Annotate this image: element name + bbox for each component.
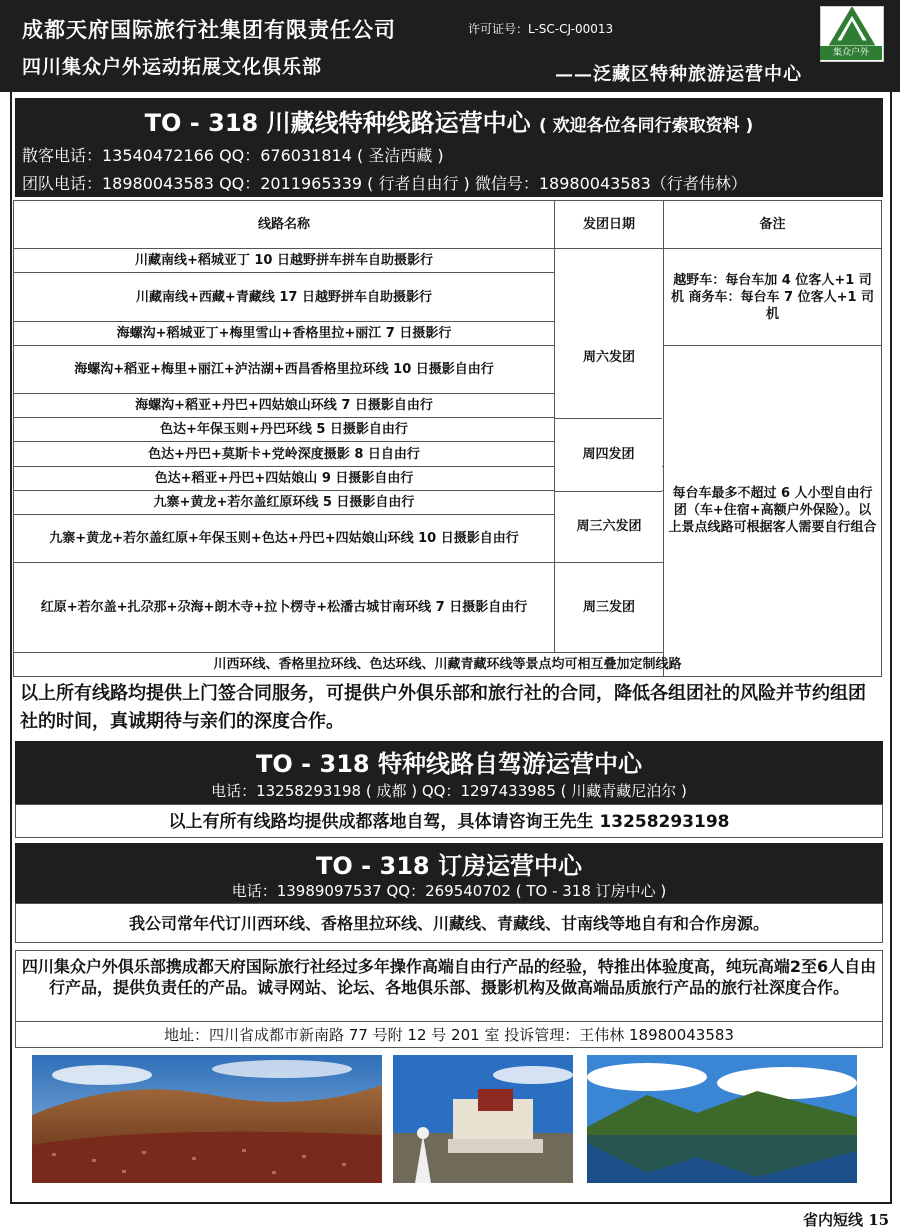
booking-title: TO - 318 订房运营中心 [316,852,582,880]
license-number: 许可证号：L-SC-CJ-00013 [468,22,614,36]
table-row: 九寨+黄龙+若尔盖红原+年保玉则+色达+丹巴+四姑娘山环线 10 日摄影自由行 [14,514,555,562]
departure-cell: 周六发团 [555,249,664,466]
photo-larung-gar [32,1055,382,1183]
table-row: 川藏南线+西藏+青藏线 17 日越野拼车自助摄影行 [14,273,555,321]
remark-cell: 越野车：每台车加 4 位客人+1 司机 商务车：每台车 7 位客人+1 司机 [664,249,882,346]
table-footer-note: 川西环线、香格里拉环线、色达环线、川藏青藏环线等景点均可相互叠加定制线路 [14,652,882,676]
slogan: ——泛藏区特种旅游运营中心 [555,64,802,85]
photo-potala-palace [393,1055,573,1183]
self-drive-note: 以上有所有线路均提供成都落地自驾，具体请咨询王先生 13258293198 [15,804,883,838]
photo-lake-mountain [587,1055,857,1183]
table-row: 色达+年保玉则+丹巴环线 5 日摄影自由行 [14,418,555,442]
table-row: 海螺沟+稻城亚丁+梅里雪山+香格里拉+丽江 7 日摄影行 [14,321,555,345]
club-name: 四川集众户外运动拓展文化俱乐部 [22,56,323,78]
booking-contact: 电话：13989097537 QQ：269540702 ( TO - 318 订房中心 ) [231,882,667,900]
table-row: 海螺沟+稻亚+梅里+丽江+泸沽湖+西昌香格里拉环线 10 日摄影自由行 [14,345,555,393]
page-footer [803,1209,889,1230]
section-name: 省内短线 [803,1211,864,1229]
table-row: 川藏南线+稻城亚丁 10 日越野拼车拼车自助摄影行 [14,249,555,273]
departure-cell: 周三发团 [555,563,664,653]
logo-caption: 集众户外 [820,46,882,60]
booking-note: 我公司常年代订川西环线、香格里拉环线、川藏线、青藏线、甘南线等地自有和合作房源。 [15,903,883,943]
self-drive-title: TO - 318 特种线路自驾游运营中心 [256,750,642,778]
page-number: 15 [868,1211,890,1229]
departure-thursday: 周四发团 [555,418,662,492]
table-row: 红原+若尔盖+扎尕那+尕海+朗木寺+拉卜楞寺+松潘古城甘南环线 7 日摄影自由行 [14,563,555,653]
table-row: 色达+丹巴+莫斯卡+党岭深度摄影 8 日自由行 [14,442,555,466]
company-name: 成都天府国际旅行社集团有限责任公司 [22,17,396,42]
group-contact: 团队电话：18980043583 QQ：2011965339 ( 行者自由行 ) 微信号：18980043583（行者伟林） [22,174,747,193]
header-departure: 发团日期 [555,201,664,249]
table-row: 色达+稻亚+丹巴+四姑娘山 9 日摄影自由行 [14,466,555,490]
header-route-name: 线路名称 [14,201,555,249]
retail-contact: 散客电话：13540472166 QQ：676031814 ( 圣洁西藏 ) [22,146,444,165]
cooperation-text: 四川集众户外俱乐部携成都天府国际旅行社经过多年操作高端自由行产品的经验，特推出体验度高，纯玩高端2至6人自由行产品，提供负责任的产品。诚寻网站、论坛、各地俱乐部、摄影机构及做高端品质旅行产品的旅行社深度合作。 [21,957,877,997]
contract-notice: 以上所有线路均提供上门签合同服务，可提供户外俱乐部和旅行社的合同，降低各组团社的风险并节约组团社的时间，真诚期待与亲们的深度合作。 [20,683,866,732]
route-table [13,200,882,677]
self-drive-contact: 电话：13258293198 ( 成都 ) QQ：1297433985 ( 川藏青藏尼泊尔 ) [211,782,687,800]
remark-cell: 每台车最多不超过 6 人小型自由行团（车+住宿+高额户外保险）。以上景点线路可根据客人需要自行组合 [664,345,882,676]
departure-cell: 周三六发团 [555,490,664,562]
table-row: 九寨+黄龙+若尔盖红原环线 5 日摄影自由行 [14,490,555,514]
table-row: 海螺沟+稻亚+丹巴+四姑娘山环线 7 日摄影自由行 [14,394,555,418]
address-line: 地址：四川省成都市新南路 77 号附 12 号 201 室 投诉管理：王伟林 18980043583 [15,1022,883,1048]
header-remark: 备注 [664,201,882,249]
route-center-title: TO - 318 川藏线特种线路运营中心 ( 欢迎各位各同行索取资料 ) [144,109,754,137]
